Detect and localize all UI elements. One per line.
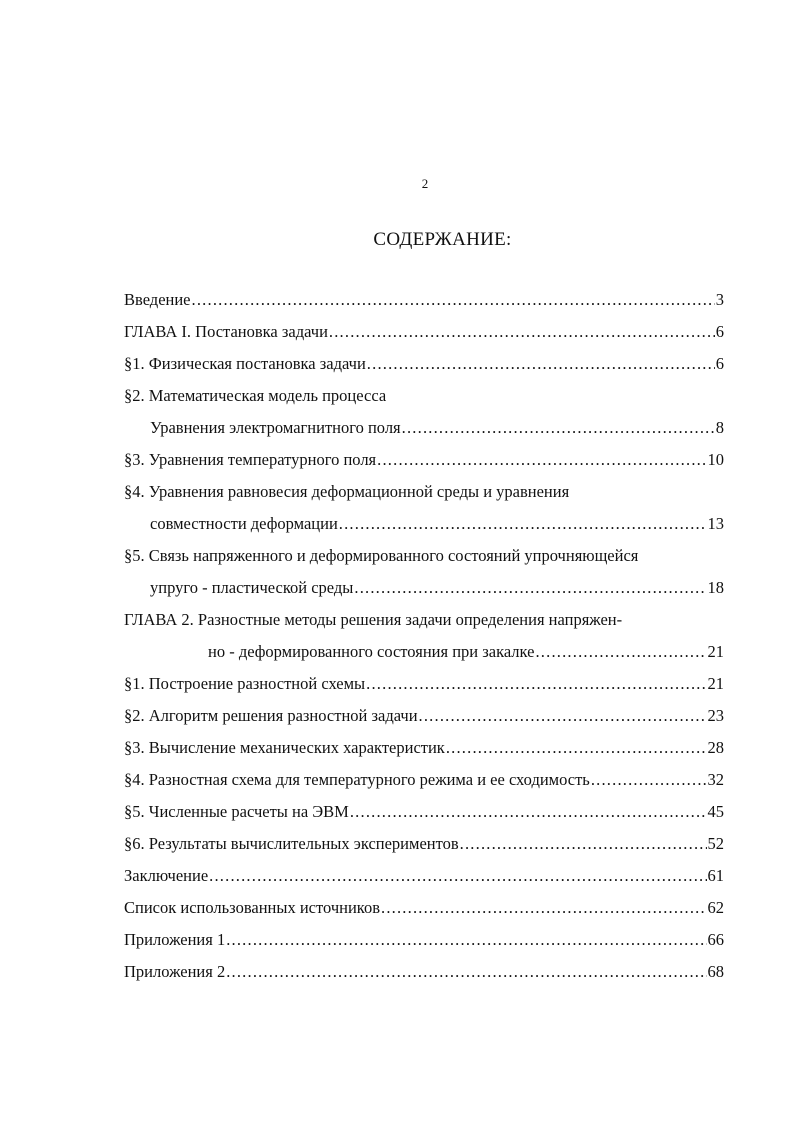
toc-entry-page: 45 xyxy=(707,802,724,821)
toc-entry-conclusion xyxy=(124,866,724,898)
toc-entry-page: 13 xyxy=(707,514,724,533)
toc-entry-page: 66 xyxy=(707,930,724,949)
toc-entry-page: 68 xyxy=(707,962,724,981)
toc-entry-page: 28 xyxy=(707,738,724,757)
toc-entry-page: 21 xyxy=(707,642,724,661)
toc-entry-ch1-s3 xyxy=(124,450,724,482)
toc-entry-ch2-s2 xyxy=(124,706,724,738)
toc-entry-page: 8 xyxy=(715,418,724,437)
toc-entry-introduction xyxy=(124,290,724,322)
toc-entry-ch1-s2-cont xyxy=(124,418,724,450)
toc-entry-ch1-s4-cont xyxy=(124,514,724,546)
toc-entry-references xyxy=(124,898,724,930)
toc-entry-label: Приложения 2 xyxy=(124,962,226,981)
toc-entry-label: ГЛАВА I. Постановка задачи xyxy=(124,322,328,341)
toc-entry-page: 10 xyxy=(707,450,724,469)
toc-leader-dots xyxy=(367,354,715,374)
toc-entry-label: §2. Алгоритм решения разностной задачи xyxy=(124,706,418,725)
toc-leader-dots xyxy=(535,642,706,662)
toc-entry-label: Уравнения электромагнитного поля xyxy=(150,418,401,437)
toc-entry-label: §4. Уравнения равновесия деформационной среды и уравнения xyxy=(124,482,570,501)
toc-leader-dots xyxy=(366,674,706,694)
toc-entry-label: Заключение xyxy=(124,866,209,885)
toc-entry-chapter-2 xyxy=(124,610,724,642)
toc-entry-label: §2. Математическая модель процесса xyxy=(124,386,387,405)
toc-leader-dots xyxy=(350,802,707,822)
toc-entry-label: но - деформированного состояния при закалке xyxy=(208,642,535,661)
table-of-contents xyxy=(124,290,724,994)
toc-leader-dots xyxy=(591,770,707,790)
toc-entry-ch1-s5-cont xyxy=(124,578,724,610)
toc-entry-page: 6 xyxy=(715,354,724,373)
toc-leader-dots xyxy=(381,898,707,918)
toc-entry-label: §3. Уравнения температурного поля xyxy=(124,450,377,469)
toc-entry-page: 62 xyxy=(707,898,724,917)
toc-entry-appendix-2 xyxy=(124,962,724,994)
toc-entry-ch2-s1 xyxy=(124,674,724,706)
toc-entry-page: 21 xyxy=(707,674,724,693)
toc-entry-label: Введение xyxy=(124,290,191,309)
toc-entry-page: 18 xyxy=(707,578,724,597)
toc-entry-page: 6 xyxy=(715,322,724,341)
toc-entry-label: §4. Разностная схема для температурного режима и ее сходимость xyxy=(124,770,590,789)
toc-entry-page: 52 xyxy=(707,834,724,853)
toc-entry-label: Список использованных источников xyxy=(124,898,380,917)
toc-entry-label: упруго - пластической среды xyxy=(150,578,354,597)
toc-entry-ch1-s1 xyxy=(124,354,724,386)
toc-entry-appendix-1 xyxy=(124,930,724,962)
toc-leader-dots xyxy=(446,738,707,758)
toc-leader-dots xyxy=(419,706,707,726)
toc-leader-dots xyxy=(329,322,715,342)
toc-entry-ch2-s5 xyxy=(124,802,724,834)
toc-entry-label: §5. Связь напряженного и деформированного состояний упрочняющейся xyxy=(124,546,639,565)
toc-leader-dots xyxy=(460,834,707,854)
toc-entry-label: §1. Физическая постановка задачи xyxy=(124,354,366,373)
toc-entry-label: §6. Результаты вычислительных экспериментов xyxy=(124,834,459,853)
toc-leader-dots xyxy=(354,578,706,598)
toc-entry-label: ГЛАВА 2. Разностные методы решения задачи определения напряжен- xyxy=(124,610,623,629)
toc-entry-chapter-1 xyxy=(124,322,724,354)
toc-leader-dots xyxy=(402,418,715,438)
page-title: СОДЕРЖАНИЕ: xyxy=(373,229,512,250)
toc-entry-ch1-s4 xyxy=(124,482,724,514)
page-number: 2 xyxy=(421,176,429,191)
toc-entry-label: Приложения 1 xyxy=(124,930,226,949)
toc-leader-dots xyxy=(192,290,715,310)
toc-entry-ch2-s6 xyxy=(124,834,724,866)
toc-entry-ch2-s4 xyxy=(124,770,724,802)
toc-entry-ch2-s3 xyxy=(124,738,724,770)
toc-entry-label: §5. Численные расчеты на ЭВМ xyxy=(124,802,349,821)
toc-leader-dots xyxy=(226,930,706,950)
toc-entry-page: 61 xyxy=(707,866,724,885)
toc-leader-dots xyxy=(339,514,707,534)
toc-entry-chapter-2-cont xyxy=(124,642,724,674)
toc-leader-dots xyxy=(226,962,706,982)
toc-entry-page: 3 xyxy=(715,290,724,309)
toc-entry-ch1-s2 xyxy=(124,386,724,418)
toc-entry-label: совместности деформации xyxy=(150,514,338,533)
toc-entry-page: 32 xyxy=(707,770,724,789)
toc-entry-ch1-s5 xyxy=(124,546,724,578)
toc-leader-dots xyxy=(377,450,706,470)
toc-entry-page: 23 xyxy=(707,706,724,725)
toc-entry-label: §3. Вычисление механических характеристик xyxy=(124,738,445,757)
toc-entry-label: §1. Построение разностной схемы xyxy=(124,674,366,693)
toc-leader-dots xyxy=(209,866,706,886)
